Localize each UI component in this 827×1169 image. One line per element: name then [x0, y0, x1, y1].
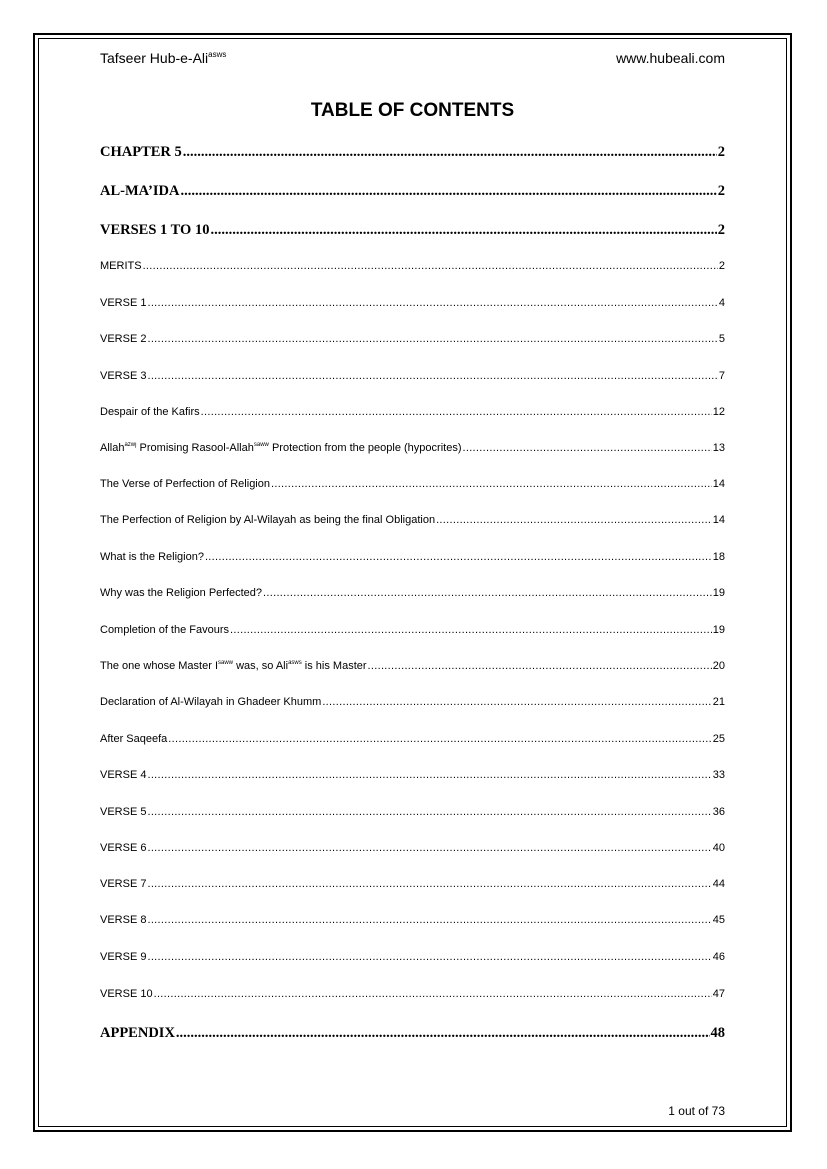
toc-entry-leader — [205, 551, 712, 563]
toc-entry[interactable] — [100, 406, 725, 418]
toc-entry-leader — [147, 878, 711, 890]
toc-entry-leader — [147, 370, 717, 382]
toc-entry-page: 19 — [712, 624, 725, 636]
toc-entry[interactable] — [100, 660, 725, 672]
toc-entry-leader — [271, 478, 712, 490]
toc-entry-label: Declaration of Al-Wilayah in Ghadeer Khumm — [100, 696, 322, 708]
header-website: www.hubeali.com — [616, 50, 725, 66]
toc-entry-label — [100, 660, 367, 672]
toc-entry-page: 5 — [718, 333, 725, 345]
toc-entry-text: The one whose Master I — [100, 660, 219, 672]
toc-entry-page: 2 — [718, 260, 725, 272]
toc-entry[interactable] — [100, 514, 725, 526]
toc-entry-label: VERSE 2 — [100, 333, 147, 345]
toc-entry[interactable] — [100, 951, 725, 963]
toc-entry[interactable] — [100, 806, 725, 818]
toc-entry-page: 25 — [712, 733, 725, 745]
toc-entry-label: CHAPTER 5 — [100, 144, 182, 160]
toc-entry-page: 46 — [712, 951, 725, 963]
toc-entry[interactable] — [100, 551, 725, 563]
toc-entry[interactable] — [100, 222, 725, 239]
toc-entry[interactable] — [100, 878, 725, 890]
toc-entry-leader — [180, 183, 716, 200]
toc-entry-page: 14 — [712, 514, 725, 526]
toc-entry-leader — [176, 1025, 710, 1042]
toc-entry[interactable] — [100, 696, 725, 708]
toc-entry[interactable] — [100, 144, 725, 161]
toc-entry-leader — [183, 144, 717, 161]
toc-entry-label: AL-MA’IDA — [100, 183, 180, 199]
toc-entry-label: VERSE 1 — [100, 297, 147, 309]
toc-entry-page: 7 — [718, 370, 725, 382]
toc-entry-page: 20 — [712, 660, 725, 672]
header-book-title — [100, 50, 226, 66]
toc-entry-label: Why was the Religion Perfected? — [100, 587, 263, 599]
toc-entry-leader — [462, 442, 711, 454]
toc-entry-label: VERSE 9 — [100, 951, 147, 963]
toc-entry[interactable] — [100, 1025, 725, 1042]
toc-entry[interactable] — [100, 624, 725, 636]
toc-entry-page: 44 — [712, 878, 725, 890]
toc-entry-page: 48 — [710, 1025, 725, 1041]
toc-entry[interactable] — [100, 842, 725, 854]
toc-entry-page: 40 — [712, 842, 725, 854]
toc-entry-label: Despair of the Kafirs — [100, 406, 200, 418]
toc-entry-page: 33 — [712, 769, 725, 781]
toc-entry[interactable] — [100, 333, 725, 345]
toc-entry-label: VERSE 6 — [100, 842, 147, 854]
header-title-sup: asws — [208, 50, 227, 59]
toc-entry-leader — [147, 297, 717, 309]
toc-entry-label: VERSES 1 TO 10 — [100, 222, 210, 238]
toc-entry[interactable] — [100, 988, 725, 1000]
toc-entry[interactable] — [100, 733, 725, 745]
toc-entry[interactable] — [100, 914, 725, 926]
toc-entry[interactable] — [100, 442, 725, 454]
toc-entry-leader — [436, 514, 712, 526]
toc-entry[interactable] — [100, 183, 725, 200]
toc-entry-text: was, so Ali — [233, 660, 289, 672]
toc-entry-label: APPENDIX — [100, 1025, 175, 1041]
toc-entry-page: 2 — [717, 222, 725, 238]
toc-entry-text: Promising Rasool-Allah — [136, 442, 254, 454]
toc-entry-page: 47 — [712, 988, 725, 1000]
toc-entry-leader — [147, 842, 711, 854]
toc-entry-leader — [201, 406, 712, 418]
toc-entry-label: MERITS — [100, 260, 142, 272]
toc-entry-text: Protection from the people (hypocrites) — [268, 442, 462, 454]
toc-entry-page: 13 — [712, 442, 725, 454]
toc-entry-page: 36 — [712, 806, 725, 818]
toc-entry[interactable] — [100, 370, 725, 382]
toc-entry-page: 4 — [718, 297, 725, 309]
toc-entry-leader — [168, 733, 711, 745]
toc-title: TABLE OF CONTENTS — [310, 100, 515, 121]
toc-entry-page: 21 — [712, 696, 725, 708]
toc-entry-page: 45 — [712, 914, 725, 926]
toc-entry-leader — [230, 624, 712, 636]
toc-entry-label: The Verse of Perfection of Religion — [100, 478, 270, 490]
toc-entry-text: is his Master — [301, 660, 367, 672]
toc-entry-sup: asws — [288, 660, 302, 666]
toc-entry-page: 12 — [712, 406, 725, 418]
toc-entry-text: Allah — [100, 442, 125, 454]
header-title-text: Tafseer Hub-e-Ali — [100, 50, 209, 66]
toc-entry-page: 2 — [717, 144, 725, 160]
toc-entry[interactable] — [100, 587, 725, 599]
page-number-footer: 1 out of 73 — [668, 1104, 725, 1118]
toc-entry-leader — [147, 951, 711, 963]
page-inner-border — [38, 38, 787, 1127]
toc-entry-label: VERSE 8 — [100, 914, 147, 926]
toc-entry-label: Completion of the Favours — [100, 624, 230, 636]
toc-entry-label: VERSE 4 — [100, 769, 147, 781]
toc-entry-label: VERSE 7 — [100, 878, 147, 890]
toc-entry-label — [100, 442, 461, 454]
toc-entry-label: VERSE 3 — [100, 370, 147, 382]
toc-entry-leader — [322, 696, 711, 708]
toc-entry[interactable] — [100, 478, 725, 490]
toc-entry-page: 18 — [712, 551, 725, 563]
toc-entry-leader — [147, 769, 711, 781]
toc-entry-label: After Saqeefa — [100, 733, 168, 745]
toc-entry-leader — [147, 333, 717, 345]
toc-entry-leader — [263, 587, 712, 599]
toc-entry-label: What is the Religion? — [100, 551, 204, 563]
toc-entry-label: The Perfection of Religion by Al-Wilayah as being the final Obligation — [100, 514, 436, 526]
toc-entry-label: VERSE 5 — [100, 806, 147, 818]
toc-entry-sup: azwj — [124, 442, 137, 448]
toc-entry[interactable] — [100, 260, 725, 272]
toc-entry[interactable] — [100, 769, 725, 781]
toc-entry[interactable] — [100, 297, 725, 309]
toc-entry-leader — [143, 260, 718, 272]
toc-entry-leader — [147, 806, 711, 818]
toc-entry-sup: saww — [253, 442, 269, 448]
toc-entry-leader — [368, 660, 712, 672]
toc-entry-page: 14 — [712, 478, 725, 490]
toc-entry-leader — [210, 222, 716, 239]
toc-entry-leader — [154, 988, 712, 1000]
toc-entry-sup: saww — [218, 660, 234, 666]
toc-entry-leader — [147, 914, 711, 926]
toc-entry-page: 2 — [717, 183, 725, 199]
toc-entry-label: VERSE 10 — [100, 988, 153, 1000]
toc-entry-page: 19 — [712, 587, 725, 599]
